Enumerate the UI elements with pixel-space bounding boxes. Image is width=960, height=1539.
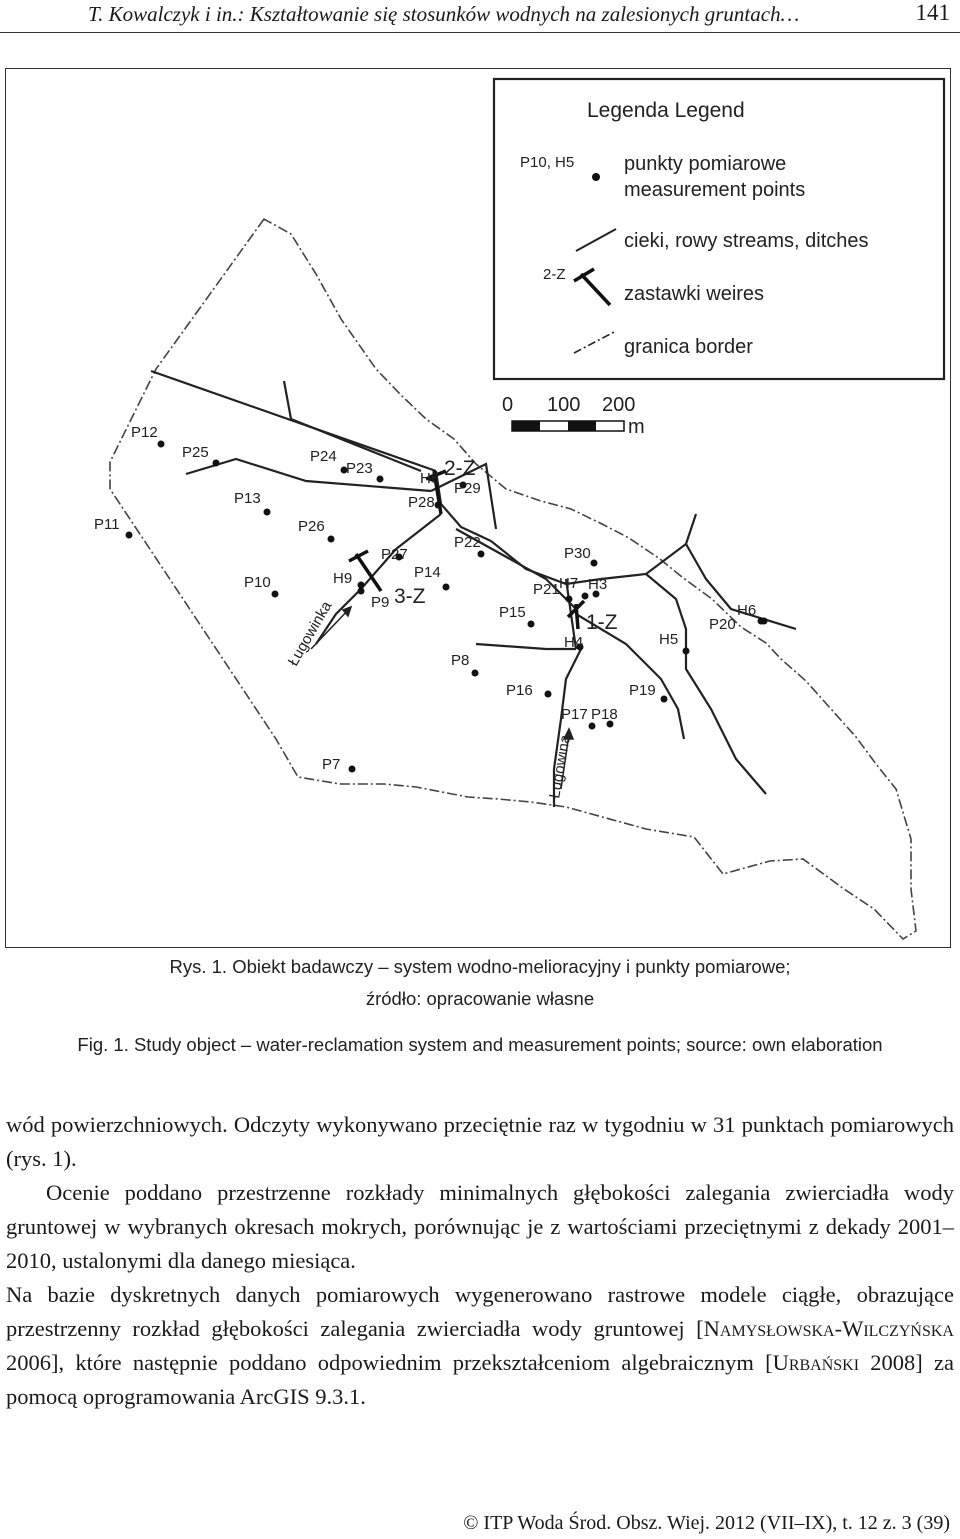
point-label-h8: H8 (420, 470, 440, 487)
point-label-p16: P16 (506, 682, 533, 699)
body-text (6, 1108, 954, 1414)
point-label-p17: P17 (561, 706, 588, 723)
point-marker-p16 (545, 691, 552, 698)
paragraph-1: wód powierzchniowych. Odczyty wykonywano przeciętnie raz w tygodniu w 31 punktach pomiarowych (rys. 1). (6, 1112, 954, 1171)
running-title: T. Kowalczyk i in.: Kształtowanie się stosunków wodnych na zalesionych gruntach… (88, 2, 800, 26)
citation-author-2: Urbański (772, 1350, 860, 1375)
legend-streams: cieki, rowy streams, ditches (624, 230, 869, 252)
point-label-p22: P22 (454, 534, 481, 551)
weir-label-1z: 1-Z (586, 611, 618, 634)
ditch-east (491, 514, 696, 584)
point-marker-h9 (358, 582, 365, 589)
point-label-h4: H4 (564, 634, 584, 651)
point-label-h5: H5 (659, 631, 679, 648)
river-arrows (311, 607, 573, 789)
point-label-p20: P20 (709, 616, 736, 633)
legend-border: granica border (624, 336, 753, 358)
ditch-west (186, 459, 431, 491)
point-label-p10: P10 (244, 574, 271, 591)
legend-weirs: zastawki weires (624, 283, 765, 305)
footer-copyright: © ITP Woda Środ. Obsz. Wiej. 2012 (VII–IX), t. 12 z. 3 (39) (463, 1512, 950, 1534)
point-marker-p30 (591, 560, 598, 567)
scale-unit: m (628, 416, 645, 438)
point-label-p19: P19 (629, 682, 656, 699)
map-svg (6, 69, 952, 949)
ditch-south-2 (476, 644, 576, 649)
point-label-p12: P12 (131, 424, 158, 441)
point-marker-p17 (589, 723, 596, 730)
point-marker-p28 (435, 502, 442, 509)
scale-tick-0: 0 (502, 394, 514, 416)
point-marker-p14 (443, 584, 450, 591)
point-label-p26: P26 (298, 518, 325, 535)
weir-label-2z: 2-Z (444, 457, 476, 480)
point-label-p30: P30 (564, 545, 591, 562)
point-marker-h5 (683, 648, 690, 655)
point-marker-p22 (478, 551, 485, 558)
scale-tick-200: 200 (602, 394, 636, 416)
citation-author-1: Namysłowska-Wilczyńska (703, 1316, 954, 1341)
point-marker-p19 (661, 696, 668, 703)
point-label-p25: P25 (182, 444, 209, 461)
point-label-p7: P7 (322, 756, 341, 773)
river-label-lugowina: Ługowina (546, 733, 575, 800)
point-marker-h7 (582, 593, 589, 600)
paragraph-2: Ocenie poddano przestrzenne rozkłady minimalnych głębokości zalegania zwierciadła wody gruntowej w wybranych okresach mokrych, porównując je z wartościami przeciętnymi z dekady 2001–2010, ustalonymi dla danego miesiąca. (6, 1180, 954, 1273)
running-header (0, 0, 960, 33)
point-marker-p21 (566, 596, 573, 603)
point-marker-p23 (377, 476, 384, 483)
weir-label-3z: 3-Z (394, 585, 426, 608)
point-marker-p13 (264, 509, 271, 516)
point-label-p18: P18 (591, 706, 618, 723)
point-label-h6: H6 (737, 602, 757, 619)
scale-bar (502, 394, 645, 438)
point-label-p23: P23 (346, 460, 373, 477)
point-label-p8: P8 (451, 652, 470, 669)
point-marker-p10 (272, 591, 279, 598)
page-number: 141 (915, 0, 950, 25)
study-area-map-figure (5, 68, 951, 948)
point-label-p24: P24 (310, 448, 337, 465)
point-label-h3: H3 (588, 576, 608, 593)
point-marker-p12 (158, 441, 165, 448)
legend-title: Legenda Legend (587, 99, 745, 122)
figure-caption-pl-line1: Rys. 1. Obiekt badawczy – system wodno-melioracyjny i punkty pomiarowe; (169, 956, 791, 977)
paragraph-3-part-a: Na bazie dyskretnych danych pomiarowych wygenerowano rastrowe modele ciągłe, obrazujące przestrzenny rozkład głębokości zalegania zwierciadła wody gruntowej [ (6, 1282, 954, 1341)
point-marker-p7 (349, 766, 356, 773)
point-label-p9: P9 (371, 594, 390, 611)
measurement-points (126, 441, 768, 773)
paragraph-3-part-c: 2008] za pomocą oprogramowania ArcGIS 9.3.1. (6, 1350, 955, 1409)
point-marker-p26 (328, 536, 335, 543)
scale-tick-100: 100 (547, 394, 581, 416)
point-marker-p8 (472, 670, 479, 677)
paragraph-3-part-b: 2006], które następnie poddano odpowiednim przekształceniom algebraicznym [ (6, 1350, 773, 1375)
figure-caption-pl-line2: źródło: opracowanie własne (365, 988, 595, 1009)
point-label-h9: H9 (333, 570, 353, 587)
point-marker-p11 (126, 532, 133, 539)
point-label-p13: P13 (234, 490, 261, 507)
point-label-h7: H7 (559, 575, 579, 592)
paragraph-3 (6, 1278, 954, 1414)
point-marker-p20 (758, 618, 765, 625)
legend-point-example: P10, H5 (520, 154, 575, 171)
legend (494, 79, 944, 379)
point-label-p28: P28 (408, 494, 435, 511)
legend-points-en: measurement points (624, 179, 806, 201)
point-label-p11: P11 (94, 516, 120, 533)
point-label-p21: P21 (533, 581, 560, 598)
point-marker-p9 (358, 588, 365, 595)
point-label-p27: P27 (381, 546, 408, 563)
figure-caption-en: Fig. 1. Study object – water-reclamation system and measurement points; source: own elaboration (77, 1034, 883, 1055)
point-label-p14: P14 (414, 564, 441, 581)
river-label-lugowinka: Ługowinka (284, 598, 336, 669)
point-marker-p15 (528, 621, 535, 628)
point-label-p15: P15 (499, 604, 526, 621)
point-marker-p25 (213, 460, 220, 467)
legend-weir-example: 2-Z (543, 266, 566, 283)
point-label-p29: P29 (454, 480, 481, 497)
legend-points-pl: punkty pomiarowe (624, 153, 787, 175)
